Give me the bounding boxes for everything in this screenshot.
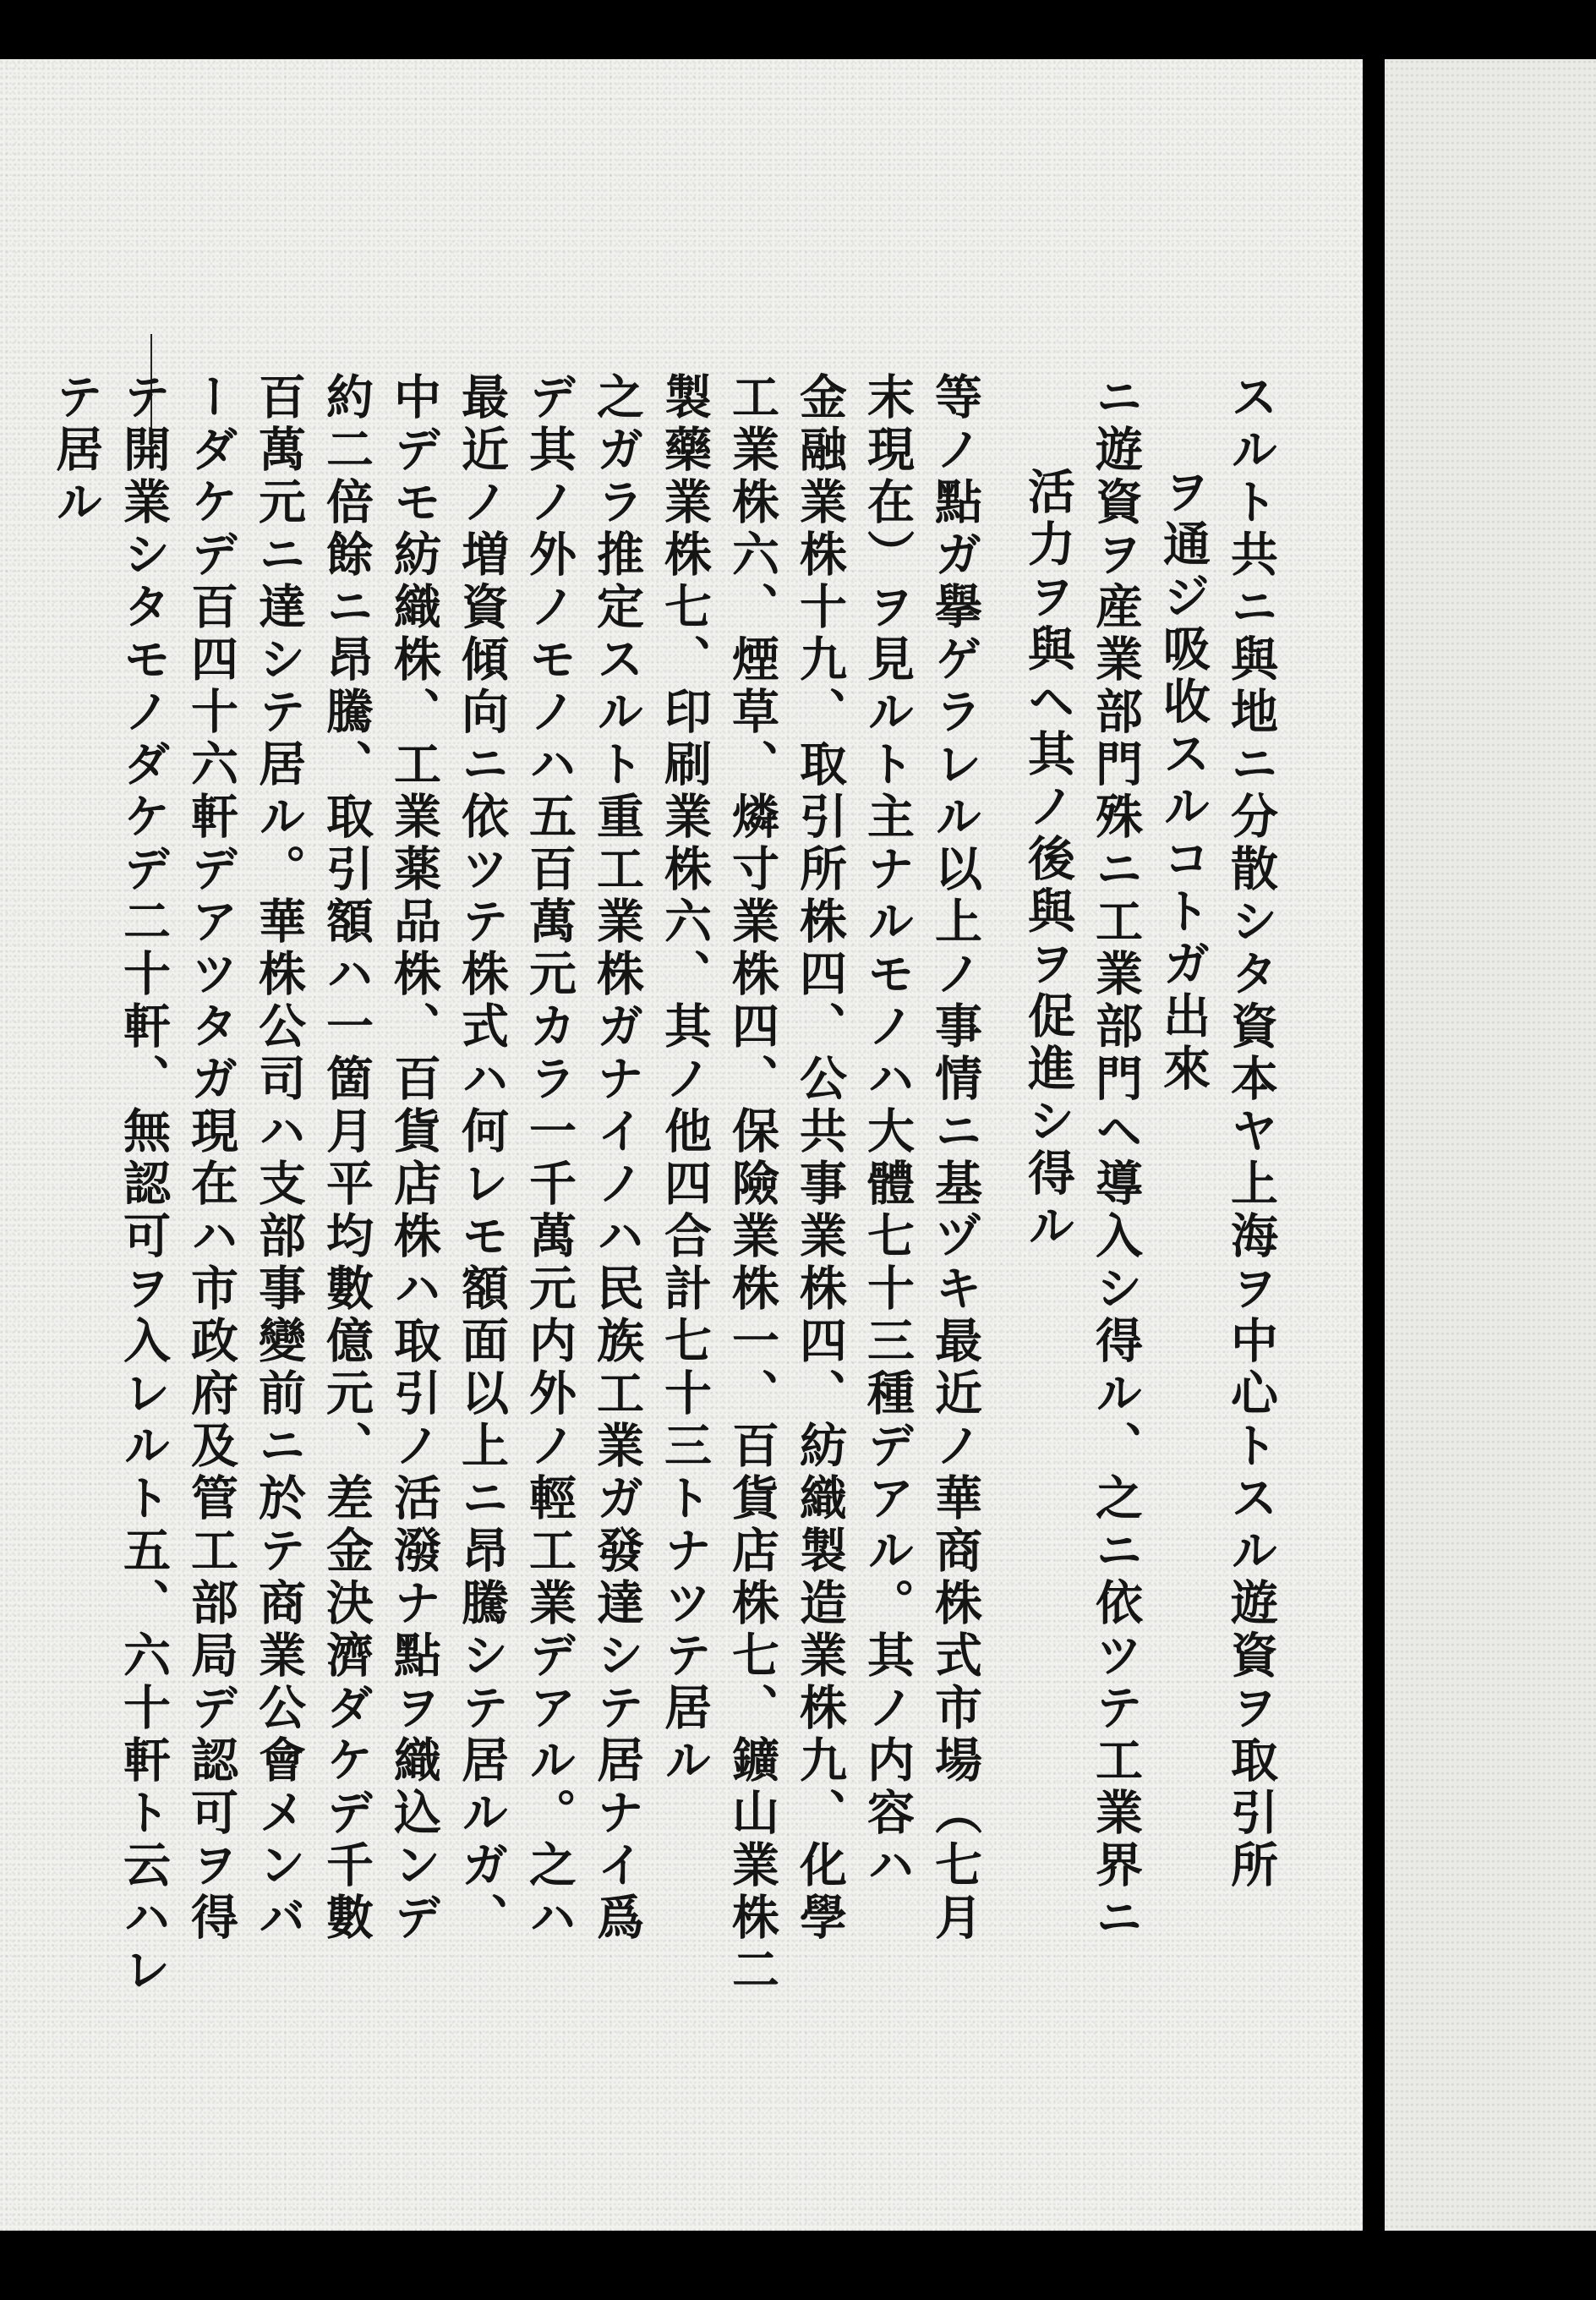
text-column-5: 等ノ點ガ擧ゲラレル以上ノ事情ニ基ヅキ最近ノ華商株式市場（七月 <box>927 372 983 1945</box>
text-column-3: ニ遊資ヲ産業部門殊ニ工業部門ヘ導入シ得ル、之ニ依ツテ工業界ニ <box>1088 372 1144 1945</box>
text-column-1: スルト共ニ與地ニ分散シタ資本ヤ上海ヲ中心トスル遊資ヲ取引所 <box>1223 372 1279 1892</box>
text-column-18: テ居ル <box>48 372 104 529</box>
text-column-9: 製藥業株七、印刷業株六、其ノ他四合計七十三トナツテ居ル <box>657 372 713 1788</box>
text-column-2: ヲ通ジ吸收スルコトガ出來 <box>1156 467 1211 1096</box>
text-column-4: 活力ヲ與ヘ其ノ後與ヲ促進シ得ル <box>1020 467 1076 1253</box>
adjacent-page-edge <box>1385 59 1596 2231</box>
text-column-15: 百萬元ニ達シテ居ル。華株公司ハ支部事變前ニ於テ商業公會メンバ <box>251 372 307 1945</box>
text-column-10: 之ガラ推定スルト重工業株ガナイノハ民族工業ガ發達シテ居ナイ爲 <box>589 372 645 1945</box>
text-column-7: 金融業株十九、取引所株四、公共事業株四、紡織製造業株九、化學 <box>792 372 848 1945</box>
text-column-13: 中デモ紡織株、工業薬品株、百貨店株ハ取引ノ活潑ナ點ヲ織込ンデ <box>386 372 442 1945</box>
text-column-17: テ開業シタモノダケデ二十軒、無認可ヲ入レルト五、六十軒ト云ハレ <box>116 372 172 1997</box>
text-column-11: デ其ノ外ノモノハ五百萬元カラ一千萬元内外ノ輕工業デアル。之ハ <box>522 372 577 1945</box>
text-column-6: 末現在）ヲ見ルト主ナルモノハ大體七十三種デアル。其ノ内容ハ <box>860 372 916 1892</box>
text-column-16: ーダケデ百四十六軒デアツタガ現在ハ市政府及管工部局デ認可ヲ得 <box>183 372 239 1945</box>
vertical-text-body <box>48 372 1285 1997</box>
text-column-12: 最近ノ増資傾向ニ依ツテ株式ハ何レモ額面以上ニ昂騰シテ居ルガ、 <box>454 372 510 1945</box>
text-column-8: 工業株六、煙草、燐寸業株四、保險業株一、百貨店株七、鑛山業株二 <box>724 372 780 1997</box>
text-column-14: 約二倍餘ニ昂騰、取引額ハ一箇月平均數億元、差金決濟ダケデ千數 <box>319 372 374 1945</box>
